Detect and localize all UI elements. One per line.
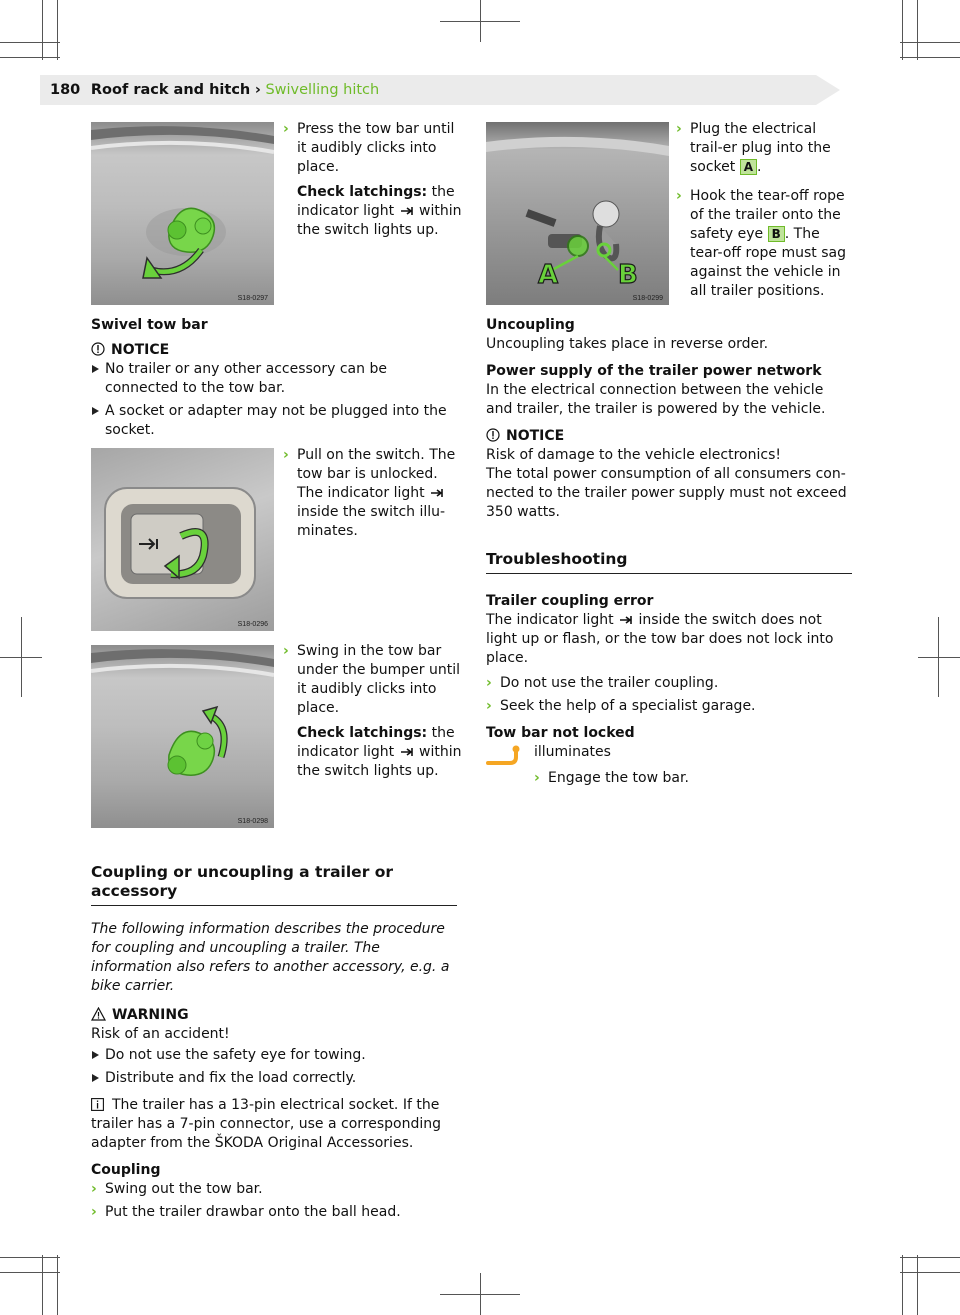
crop-mark (440, 1294, 520, 1295)
crop-mark (900, 57, 960, 58)
figure-socket-safety-eye (486, 122, 669, 305)
check-latchings-1: Check latchings: the indicator light within the switch lights up. (297, 184, 462, 238)
power-text: In the electrical connection between the vehicle and trailer, the trailer is powered by the vehicle. (486, 382, 826, 417)
illuminates-text: illuminates (534, 744, 611, 760)
crop-mark (900, 1257, 960, 1258)
crop-mark (57, 0, 58, 60)
error-step: › Do not use the trailer coupling. (486, 675, 719, 691)
figure-code: S18-0296 (237, 621, 268, 628)
warning-heading: WARNING (91, 1006, 457, 1025)
coupling-step: › Put the trailer drawbar onto the ball head. (91, 1204, 401, 1220)
crop-mark (440, 21, 520, 22)
info-note: The trailer has a 13-pin electrical socket. If the trailer has a 7-pin connector, use a corresponding adapter from the ŠKODA Original Accessories. (91, 1097, 441, 1151)
label-a-box: A (740, 159, 757, 175)
crop-mark (902, 1255, 903, 1315)
subsection-title: Swivelling hitch (265, 82, 380, 98)
right-column-text (486, 316, 852, 789)
step-block-1 (283, 120, 463, 244)
crop-mark (917, 0, 918, 60)
tow-bar-warning-symbol-icon (486, 745, 522, 771)
info-icon (91, 1098, 104, 1111)
step-block-3 (283, 642, 463, 785)
crop-mark (0, 1272, 60, 1273)
crop-mark (902, 0, 903, 60)
notice-item: No trailer or any other accessory can be connected to the tow bar. (91, 360, 461, 398)
crop-mark (57, 1255, 58, 1315)
swivel-section (91, 316, 461, 444)
crop-mark (21, 617, 22, 697)
section-title: Roof rack and hitch (90, 82, 251, 98)
figure-switch-pull (91, 448, 274, 631)
switch-pull-illustration (91, 448, 274, 631)
tow-bar-press-illustration (91, 122, 274, 305)
figure-swing-in (91, 645, 274, 828)
figure-code: S18-0298 (237, 818, 268, 825)
error-heading: Trailer coupling error (486, 593, 654, 609)
swivel-heading: Swivel tow bar (91, 317, 208, 333)
step-block-2 (283, 446, 458, 545)
engage-step: › Engage the tow bar. (534, 770, 689, 786)
step-pull-switch: › Pull on the switch. The tow bar is unlocked. The indicator light inside the switch illu-minates. (283, 447, 456, 539)
notice-text: Risk of damage to the vehicle electronics! (486, 447, 781, 463)
warning-item: Do not use the safety eye for towing. (91, 1046, 457, 1065)
crop-mark (42, 1255, 43, 1315)
step-block-4 (676, 120, 852, 305)
crop-mark (918, 657, 960, 658)
uncoupling-text: Uncoupling takes place in reverse order. (486, 336, 769, 352)
warning-item: Distribute and fix the load correctly. (91, 1069, 457, 1088)
page-number: 180 (50, 82, 81, 98)
notice-info-icon (91, 342, 105, 356)
troubleshooting-title: Troubleshooting (486, 550, 852, 574)
crop-mark (42, 0, 43, 60)
figure-code: S18-0297 (237, 295, 268, 302)
coupling-title: Coupling or uncoupling a trailer or accessory (91, 863, 457, 906)
tow-hitch-indicator-icon (429, 488, 445, 498)
notice-heading: NOTICE (91, 341, 461, 360)
swing-in-illustration (91, 645, 274, 828)
notice-heading: NOTICE (486, 427, 852, 446)
label-b-box: B (768, 226, 785, 242)
step-hook-rope: › Hook the tear-off rope of the trailer onto the safety eye B . The tear-off rope must sag against the vehicle in all trailer positions. (676, 188, 846, 299)
breadcrumb-separator: › (254, 82, 261, 98)
tow-bar-not-locked-heading: Tow bar not locked (486, 725, 635, 741)
figure-code: S18-0299 (632, 295, 663, 302)
coupling-heading: Coupling (91, 1162, 161, 1178)
crop-mark (900, 42, 960, 43)
power-heading: Power supply of the trailer power network (486, 363, 822, 379)
crop-mark (0, 57, 60, 58)
figure-label-a: A (538, 260, 559, 290)
notice-item: A socket or adapter may not be plugged into the socket. (91, 402, 461, 440)
step-plug-trailer: › Plug the electrical trail-er plug into the socket A . (676, 121, 831, 175)
warning-icon (91, 1007, 106, 1021)
warning-text: Risk of an accident! (91, 1026, 230, 1042)
figure-label-b: B (618, 260, 638, 290)
socket-safety-eye-illustration (486, 122, 669, 305)
coupling-section (91, 863, 457, 1226)
notice-text: The total power consumption of all consumers con-nected to the trailer power supply must not exceed 350 watts. (486, 466, 847, 520)
tow-hitch-indicator-icon (399, 206, 415, 216)
coupling-step: › Swing out the tow bar. (91, 1181, 263, 1197)
crop-mark (0, 42, 60, 43)
uncoupling-heading: Uncoupling (486, 317, 575, 333)
page-header (50, 80, 379, 100)
crop-mark (938, 617, 939, 697)
figure-tow-bar-press (91, 122, 274, 305)
error-text: The indicator light inside the switch does not light up or flash, or the tow bar does not lock into place. (486, 612, 834, 666)
coupling-intro: The following information describes the procedure for coupling and uncoupling a trailer. The information also refers to another accessory, e.g. a bike carrier. (91, 921, 450, 994)
error-step: › Seek the help of a specialist garage. (486, 698, 756, 714)
crop-mark (917, 1255, 918, 1315)
crop-mark (0, 1257, 60, 1258)
step-press-tow-bar: › Press the tow bar until it audibly clicks into place. (283, 121, 455, 175)
tow-hitch-indicator-icon (399, 747, 415, 757)
crop-mark (900, 1272, 960, 1273)
notice-info-icon (486, 428, 500, 442)
check-latchings-3: Check latchings: the indicator light within the switch lights up. (297, 725, 462, 779)
tow-bar-not-locked-block (486, 743, 852, 789)
tow-hitch-indicator-icon (618, 615, 634, 625)
step-swing-in: › Swing in the tow bar under the bumper until it audibly clicks into place. (283, 643, 460, 716)
